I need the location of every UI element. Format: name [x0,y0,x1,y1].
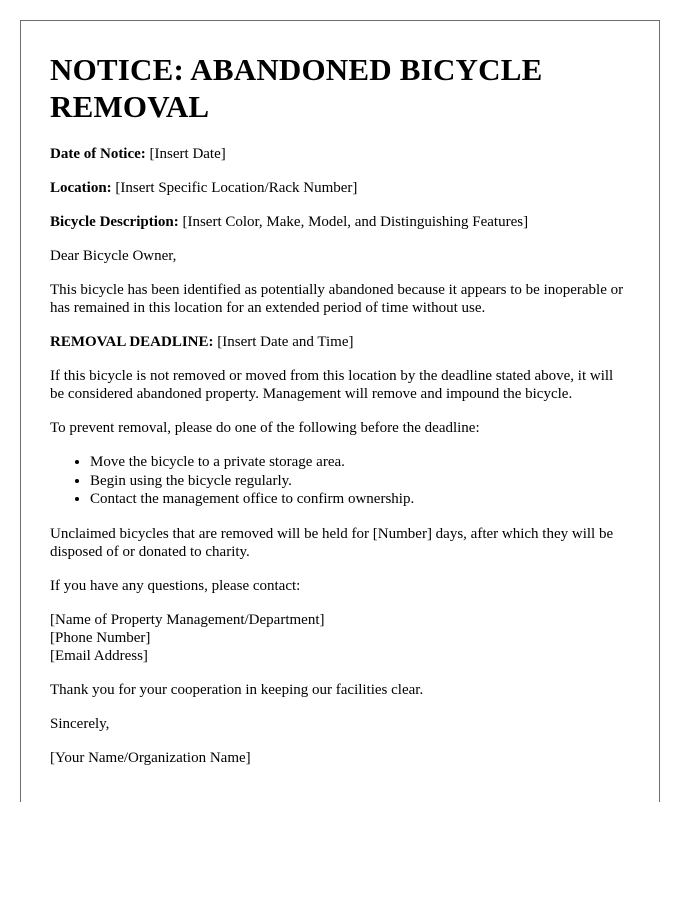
action-list [50,453,630,509]
location [50,179,630,197]
bicycle-description-value: [Insert Color, Make, Model, and Distinguishing Features] [178,214,529,230]
intro-paragraph: This bicycle has been identified as potentially abandoned because it appears to be inoperable or has remained in this location for an extended period of time without use. [50,282,624,316]
location-value: [Insert Specific Location/Rack Number] [111,180,358,196]
date-of-notice-value: [Insert Date] [145,146,226,162]
consequence-paragraph: If this bicycle is not removed or moved from this location by the deadline stated above, it will be considered abandoned property. Management will remove and impound the bicycle. [50,368,614,402]
bicycle-description [50,213,630,231]
prevent-intro: To prevent removal, please do one of the following before the deadline: [50,420,480,436]
thanks-paragraph: Thank you for your cooperation in keeping our facilities clear. [50,681,424,698]
date-of-notice [50,145,630,163]
date-of-notice-label: Date of Notice: [50,146,146,162]
greeting: Dear Bicycle Owner, [50,248,177,264]
notice-document [20,20,660,802]
questions-paragraph: If you have any questions, please contact: [50,577,301,594]
notice-title: NOTICE: ABANDONED BICYCLE REMOVAL [50,52,543,124]
list-item: • Begin using the bicycle regularly. [90,472,630,491]
unclaimed-paragraph: Unclaimed bicycles that are removed will be held for [Number] days, after which they will be disposed of or donated to charity. [50,525,614,560]
list-item: • Move the bicycle to a private storage area. [90,453,630,472]
contact-block [50,611,630,665]
signature: [Your Name/Organization Name] [50,749,251,766]
contact-email: [Email Address] [50,647,148,664]
location-label: Location: [50,180,112,196]
list-item: • Contact the management office to confirm ownership. [90,490,630,509]
closing: Sincerely, [50,715,110,732]
bicycle-description-label: Bicycle Description: [50,214,179,230]
removal-deadline-value: [Insert Date and Time] [213,334,354,350]
removal-deadline-label: REMOVAL DEADLINE: [50,334,214,350]
contact-name: [Name of Property Management/Department] [50,611,325,628]
removal-deadline [50,333,630,351]
contact-phone: [Phone Number] [50,629,151,646]
